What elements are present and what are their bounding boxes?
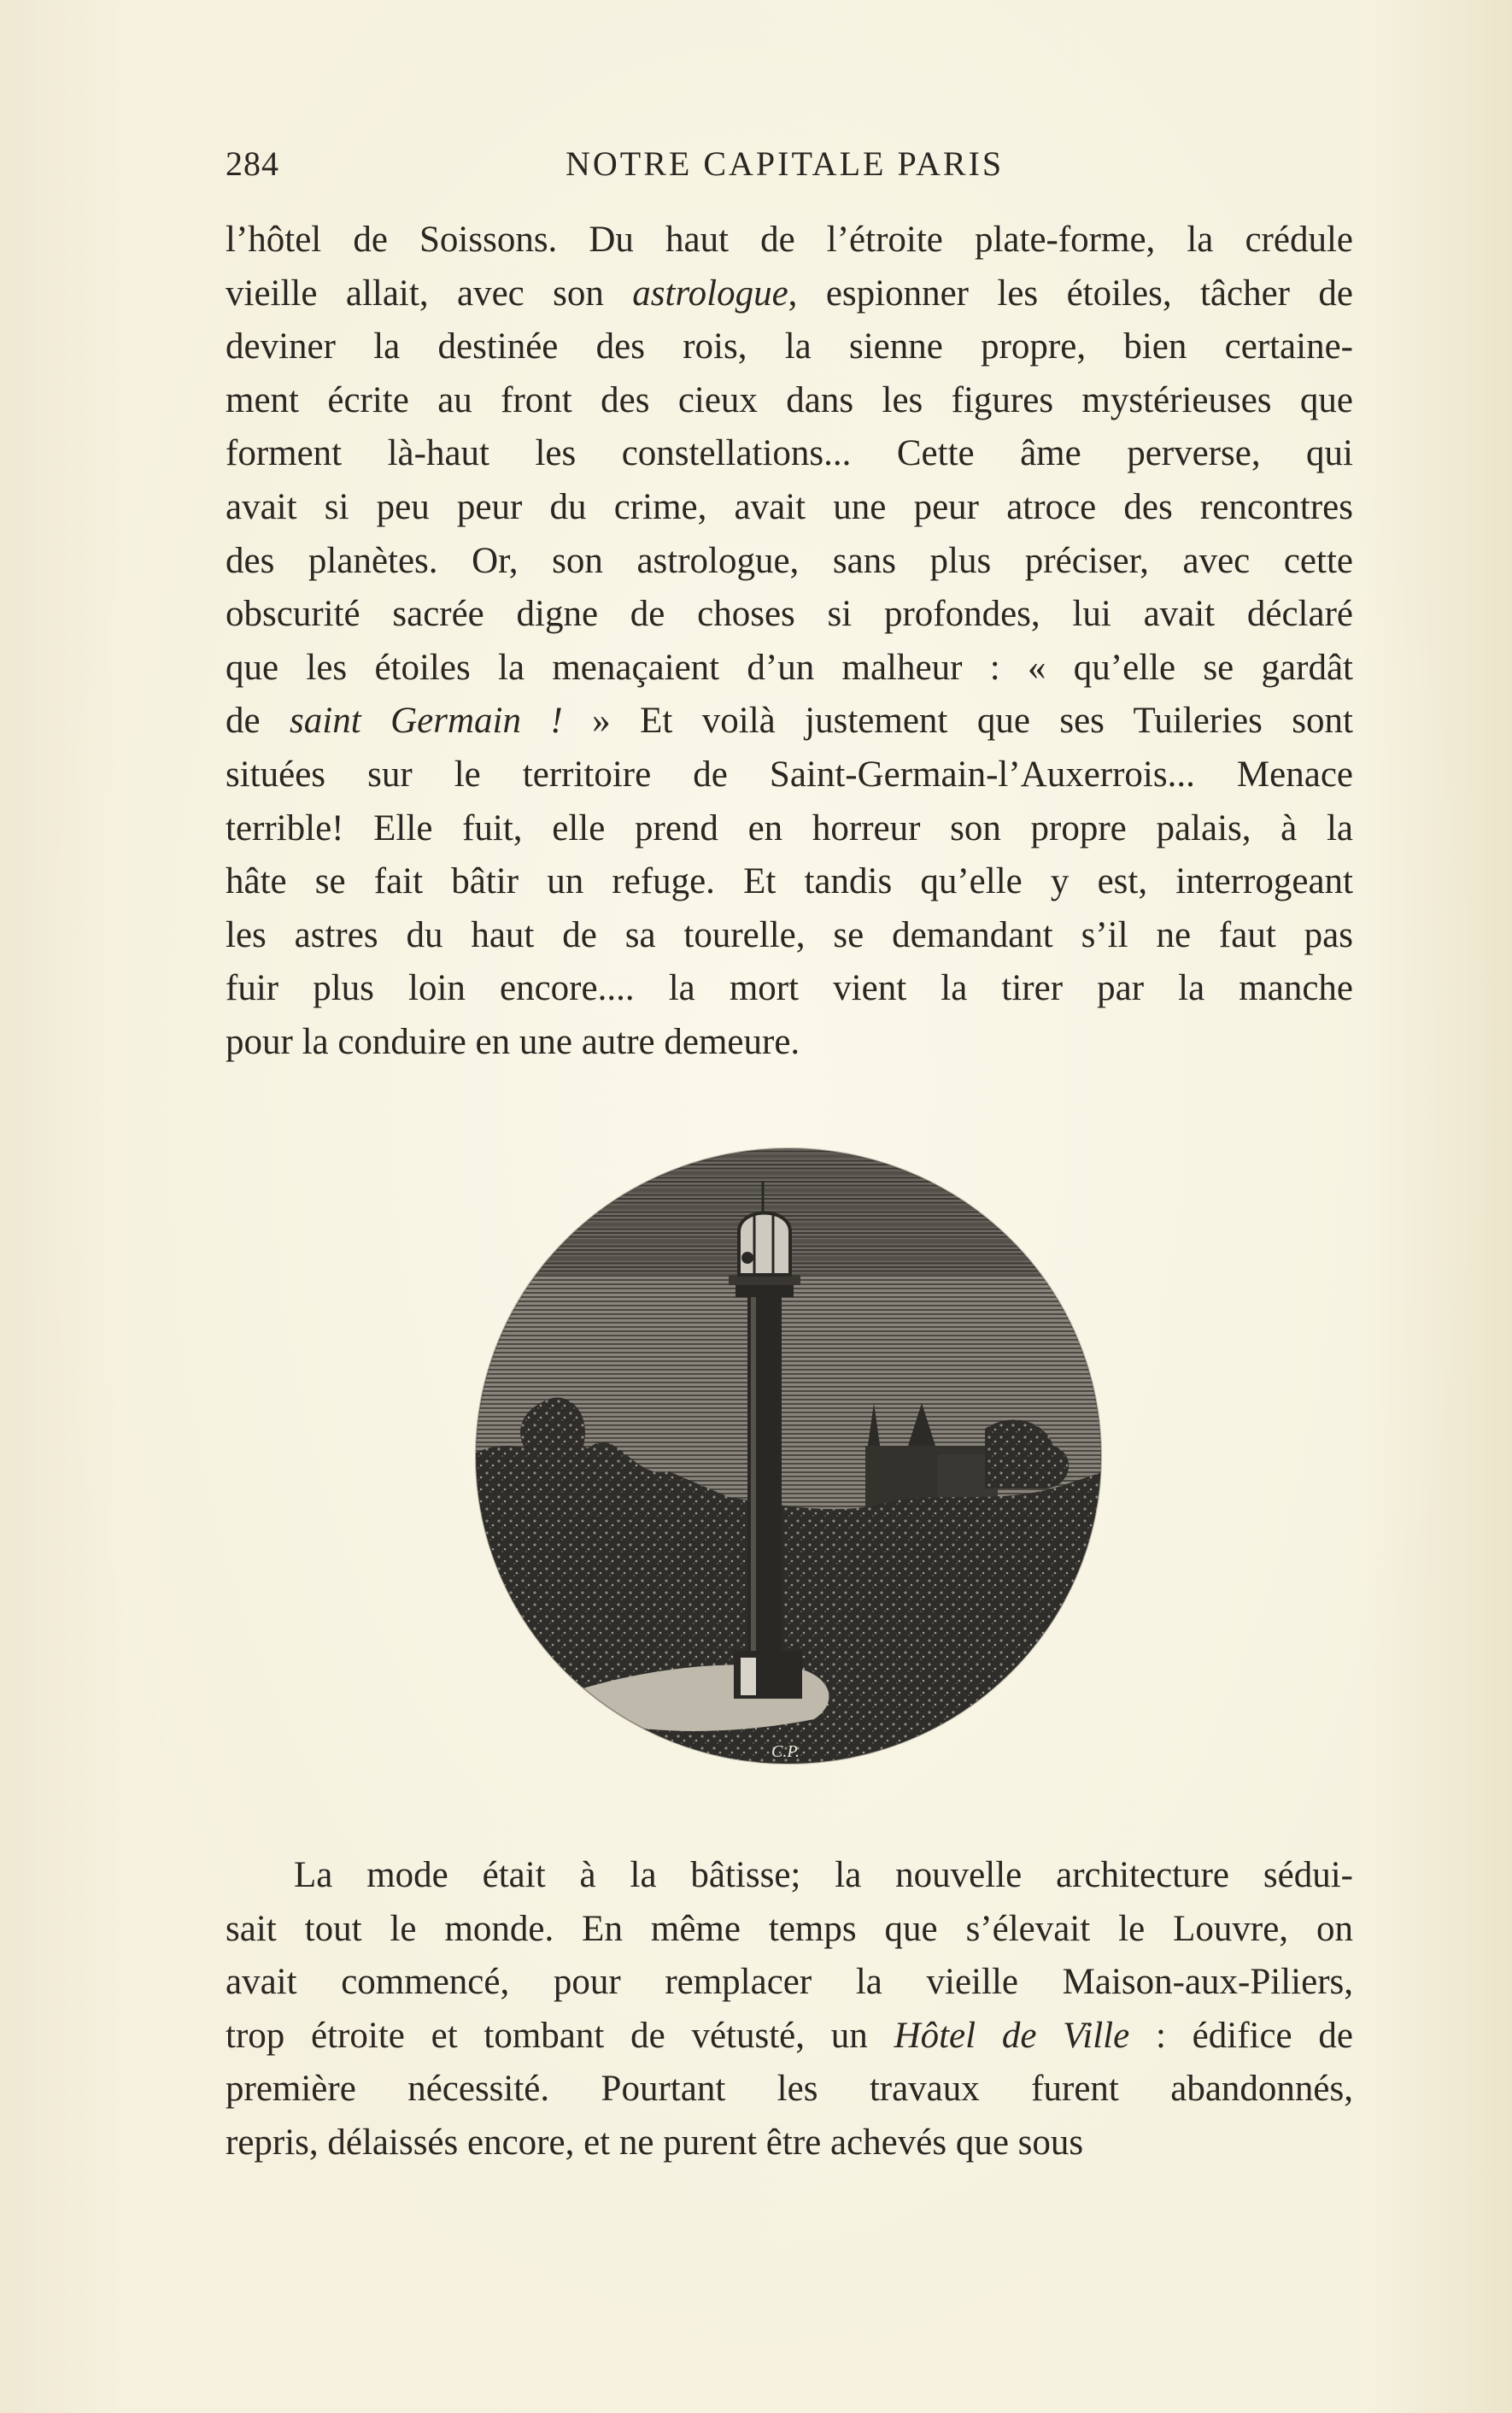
text-line bbox=[226, 802, 1353, 856]
text-segment: que les étoiles la menaçaient d’un malheur : « qu’elle se gardât bbox=[226, 647, 1353, 688]
text-line bbox=[226, 1849, 1353, 1903]
text-line bbox=[226, 588, 1353, 642]
text-segment: obscurité sacrée digne de choses si profondes, lui avait déclaré bbox=[226, 594, 1353, 635]
text-segment: , espionner les étoiles, tâcher de bbox=[788, 273, 1353, 314]
paragraph-1 bbox=[226, 214, 1353, 1070]
text-line bbox=[226, 2117, 1353, 2170]
text-segment: deviner la destinée des rois, la sienne propre, bien certaine- bbox=[226, 326, 1353, 367]
text-segment: ment écrite au front des cieux dans les figures mystérieuses que bbox=[226, 379, 1353, 420]
italic-text: saint Germain ! bbox=[290, 701, 563, 742]
text-segment: sait tout le monde. En même temps que s’élevait le Louvre, on bbox=[226, 1908, 1353, 1949]
text-segment: La mode était à la bâtisse; la nouvelle architecture sédui- bbox=[294, 1855, 1353, 1895]
text-segment: avait commencé, pour remplacer la vieille Maison-aux-Piliers, bbox=[226, 1962, 1353, 2003]
text-line bbox=[226, 1956, 1353, 2010]
text-line bbox=[226, 2010, 1353, 2064]
text-line bbox=[226, 642, 1353, 696]
italic-text: Hôtel de Ville bbox=[894, 2015, 1130, 2056]
text-segment: repris, délaissés encore, et ne purent être achevés que sous bbox=[226, 2122, 1084, 2163]
text-line bbox=[226, 2063, 1353, 2117]
page-number: 284 bbox=[226, 144, 279, 183]
text-line bbox=[226, 1016, 1353, 1070]
running-title: NOTRE CAPITALE PARIS bbox=[566, 144, 1005, 183]
text-segment: pour la conduire en une autre demeure. bbox=[226, 1021, 800, 1062]
text-line bbox=[226, 962, 1353, 1016]
text-segment: des planètes. Or, son astrologue, sans plus préciser, avec cette bbox=[226, 540, 1353, 581]
text-segment: de bbox=[226, 701, 290, 742]
observatory-column-engraving bbox=[472, 1147, 1105, 1770]
text-segment: avait si peu peur du crime, avait une peur atroce des rencontres bbox=[226, 486, 1353, 527]
text-segment: » Et voilà justement que ses Tuileries sont bbox=[562, 701, 1353, 742]
text-segment: fuir plus loin encore.... la mort vient la tirer par la manche bbox=[226, 968, 1353, 1009]
text-segment: l’hôtel de Soissons. Du haut de l’étroite plate-forme, la crédule bbox=[226, 220, 1353, 260]
text-segment: terrible! Elle fuit, elle prend en horreur son propre palais, à la bbox=[226, 807, 1353, 848]
text-line bbox=[226, 320, 1353, 374]
text-line bbox=[226, 749, 1353, 802]
text-segment: : édifice de bbox=[1129, 2015, 1353, 2056]
text-line bbox=[226, 427, 1353, 481]
text-line bbox=[226, 481, 1353, 535]
engraver-signature: C.P. bbox=[771, 1742, 800, 1761]
text-segment: situées sur le territoire de Saint-Germain-l’Auxerrois... Menace bbox=[226, 754, 1353, 795]
text-line bbox=[226, 1903, 1353, 1957]
text-segment: première nécessité. Pourtant les travaux furent abandonnés, bbox=[226, 2069, 1353, 2110]
text-line bbox=[226, 535, 1353, 589]
text-segment: hâte se fait bâtir un refuge. Et tandis qu’elle y est, interrogeant bbox=[226, 861, 1353, 902]
paragraph-2 bbox=[226, 1849, 1353, 2170]
text-segment: vieille allait, avec son bbox=[226, 273, 633, 314]
text-line bbox=[226, 909, 1353, 963]
text-segment: trop étroite et tombant de vétusté, un bbox=[226, 2015, 894, 2056]
text-line bbox=[226, 374, 1353, 428]
italic-text: astrologue bbox=[632, 273, 788, 314]
page-header bbox=[226, 144, 1362, 186]
text-segment: forment là-haut les constellations... Cette âme perverse, qui bbox=[226, 433, 1353, 474]
text-segment: les astres du haut de sa tourelle, se demandant s’il ne faut pas bbox=[226, 914, 1353, 955]
text-line bbox=[226, 695, 1353, 749]
text-line bbox=[226, 855, 1353, 909]
text-line bbox=[226, 214, 1353, 267]
text-line bbox=[226, 267, 1353, 321]
